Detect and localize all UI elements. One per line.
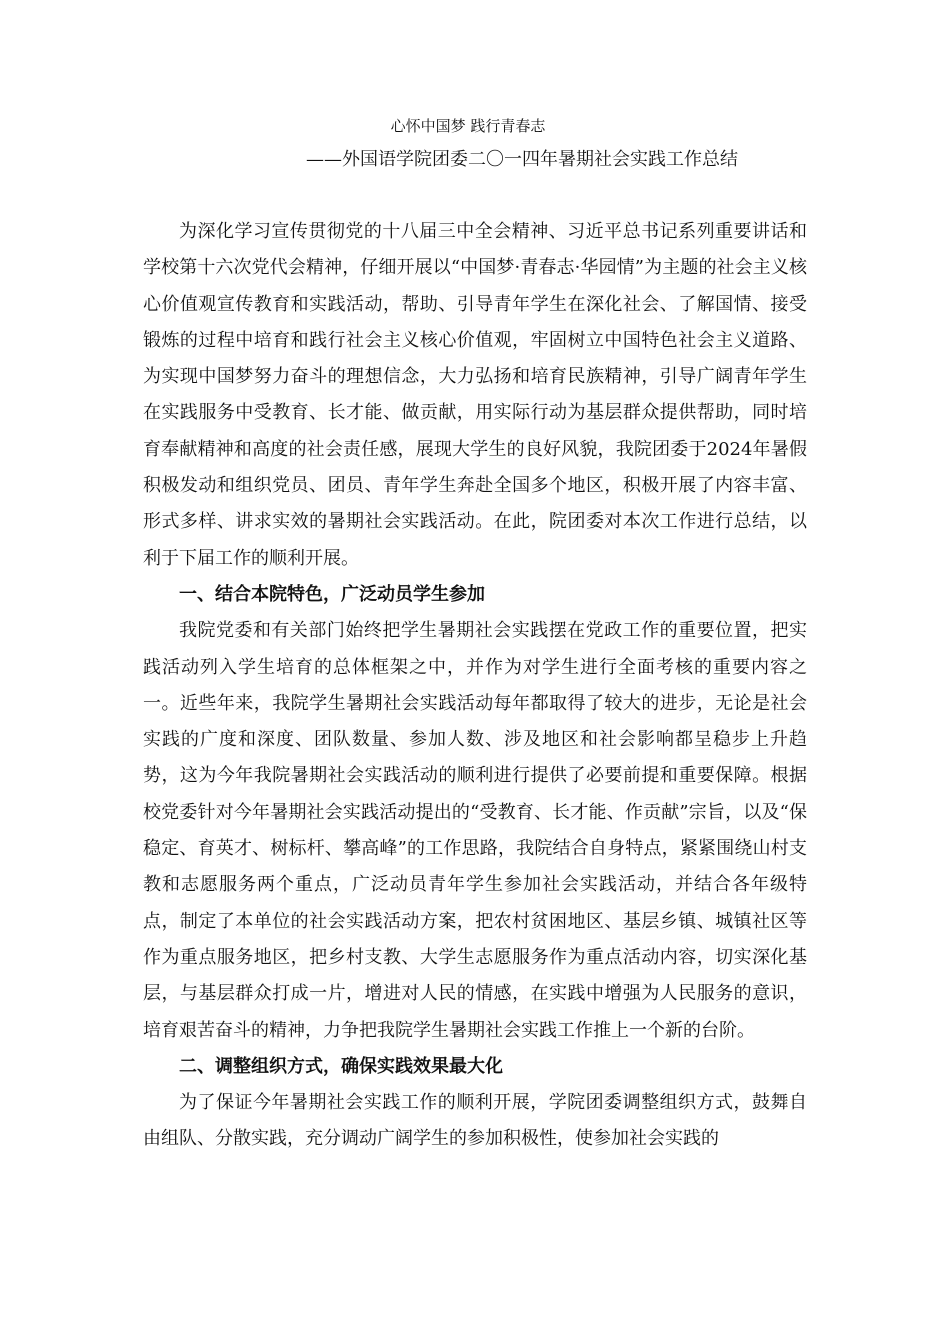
section-1-paragraph: 我院党委和有关部门始终把学生暑期社会实践摆在党政工作的重要位置，把实践活动列入学生培育的总体框架之中，并作为对学生进行全面考核的重要内容之一。近些年来，我院学生暑期社会实践活动每年都取得了较大的进步，无论是社会实践的广度和深度、团队数量、参加人数、涉及地区和社会影响都呈稳步上升趋势，这为今年我院暑期社会实践活动的顺利进行提供了必要前提和重要保障。根据校党委针对今年暑期社会实践活动提出的“受教育、长才能、作贡献”宗旨，以及“保稳定、育英才、树标杆、攀高峰”的工作思路，我院结合自身特点，紧紧围绕山村支教和志愿服务两个重点，广泛动员青年学生参加社会实践活动，并结合各年级特点，制定了本单位的社会实践活动方案，把农村贫困地区、基层乡镇、城镇社区等作为重点服务地区，把乡村支教、大学生志愿服务作为重点活动内容，切实深化基层，与基层群众打成一片，增进对人民的情感，在实践中增强为人民服务的意识，培育艰苦奋斗的精神，力争把我院学生暑期社会实践工作推上一个新的台阶。 [143,620,807,1041]
document-title: 心怀中国梦 践行青春志 [390,117,546,135]
section-2-paragraph: 为了保证今年暑期社会实践工作的顺利开展，学院团委调整组织方式，鼓舞自由组队、分散实践，充分调动广阔学生的参加积极性，使参加社会实践的 [143,1092,807,1150]
document-subtitle: ——外国语学院团委二〇一四年暑期社会实践工作总结 [306,149,738,170]
intro-paragraph: 为深化学习宣传贯彻党的十八届三中全会精神、习近平总书记系列重要讲话和学校第十六次党代会精神，仔细开展以“中国梦·青春志·华园情”为主题的社会主义核心价值观宣传教育和实践活动，帮助、引导青年学生在深化社会、了解国情、接受锻炼的过程中培育和践行社会主义核心价值观，牢固树立中国特色社会主义道路、为实现中国梦努力奋斗的理想信念，大力弘扬和培育民族精神，引导广阔青年学生在实践服务中受教育、长才能、做贡献，用实际行动为基层群众提供帮助，同时培育奉献精神和高度的社会责任感，展现大学生的良好风貌，我院团委于2024年暑假积极发动和组织党员、团员、青年学生奔赴全国多个地区，积极开展了内容丰富、形式多样、讲求实效的暑期社会实践活动。在此，院团委对本次工作进行总结，以利于下届工作的顺利开展。 [143,221,807,569]
section-2-heading: 二、调整组织方式，确保实践效果最大化 [179,1055,503,1077]
document-body [143,214,807,1158]
section-1-heading: 一、结合本院特色，广泛动员学生参加 [179,583,485,605]
